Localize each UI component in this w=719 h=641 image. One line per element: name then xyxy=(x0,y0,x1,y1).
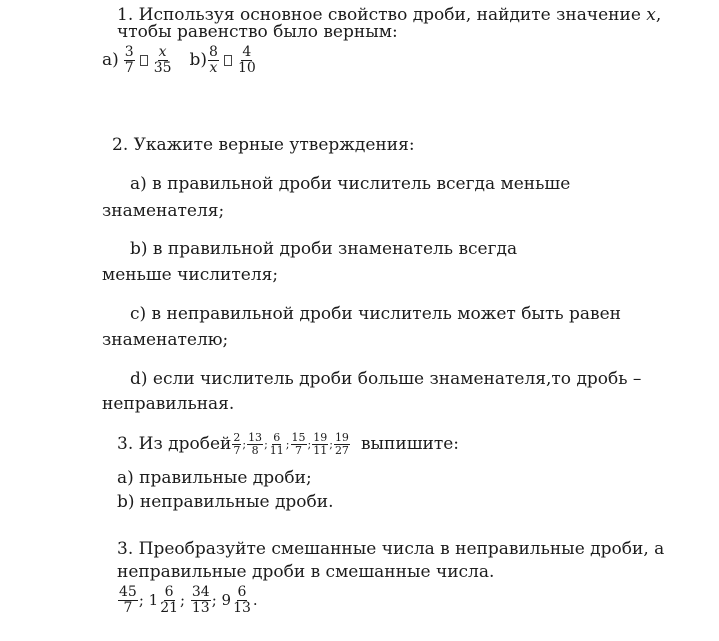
numerator: 3 xyxy=(124,44,134,60)
task3-b: b) неправильные дроби. xyxy=(117,492,334,512)
task4-items: $\frac{45}{7}$ ; 1 $\frac{6}{21}$ ; $\frac{34}{13}$ ; 9 $\frac{6}{13}$ . xyxy=(119,584,258,616)
fraction xyxy=(334,432,350,456)
fraction xyxy=(191,585,211,615)
denominator: 13 xyxy=(233,599,251,616)
numerator: 15 xyxy=(291,431,306,444)
task3-a: a) правильные дроби; xyxy=(117,468,312,488)
task4-line1: 3. Преобразуйте смешанные числа в неправильные дроби, а xyxy=(117,539,665,559)
task1-equations xyxy=(102,45,258,75)
denominator: 10 xyxy=(237,59,256,76)
task1-line2: чтобы равенство было верным: xyxy=(117,22,398,42)
denominator: 7 xyxy=(295,443,302,457)
denominator: x xyxy=(209,59,218,76)
denominator: 7 xyxy=(233,443,241,457)
task1-comma: , xyxy=(655,5,662,25)
numerator: 6 xyxy=(237,584,247,600)
missing-sign-box xyxy=(224,55,232,66)
fraction xyxy=(291,432,307,456)
fraction xyxy=(232,585,252,615)
denominator: 27 xyxy=(334,443,349,457)
denominator: 8 xyxy=(251,443,259,457)
numerator: 8 xyxy=(209,44,218,60)
numerator: 4 xyxy=(242,44,252,60)
task2-d-line1: d) если числитель дроби больше знаменателя,то дробь – xyxy=(130,369,642,389)
fraction xyxy=(237,45,257,75)
denominator: 35 xyxy=(153,59,172,76)
numerator: 34 xyxy=(191,584,210,600)
task3-line: 3. Из дробей $\frac{2}{7}$ ; $\frac{13}{8}$ ; $\frac{6}{11}$ ; $\frac{15}{7}$ ; $\frac{19}{11}$ ; $\frac{19}{27}$ выпишите: xyxy=(117,431,460,457)
task2-a-line1: a) в правильной дроби числитель всегда меньше xyxy=(130,174,571,194)
mixed-number xyxy=(149,585,180,615)
mixed-number xyxy=(222,585,253,615)
fraction xyxy=(118,585,138,615)
denominator: 7 xyxy=(124,59,134,76)
numerator: 2 xyxy=(233,431,241,444)
task1-text: 1. Используя основное свойство дроби, найдите значение xyxy=(117,5,647,25)
fraction xyxy=(247,432,263,456)
fraction xyxy=(159,585,179,615)
denominator: 11 xyxy=(269,443,284,457)
task3-suffix: выпишите: xyxy=(360,433,460,454)
numerator: 6 xyxy=(164,584,174,600)
task1-a-label: a) xyxy=(102,49,119,70)
fraction xyxy=(269,432,285,456)
task1-variable: x xyxy=(646,5,656,25)
whole-part: 9 xyxy=(221,590,232,609)
denominator: 11 xyxy=(313,443,328,457)
task1-b-label: b) xyxy=(189,49,208,70)
fraction xyxy=(208,45,219,75)
task2-b-line1: b) в правильной дроби знаменатель всегда xyxy=(130,239,518,259)
numerator: 45 xyxy=(119,584,137,600)
task4-line2: неправильные дроби в смешанные числа. xyxy=(117,562,495,582)
denominator: 21 xyxy=(160,599,179,616)
fraction xyxy=(124,45,135,75)
task3-prefix: 3. Из дробей xyxy=(117,433,232,454)
numerator: 19 xyxy=(313,431,328,444)
numerator: x xyxy=(158,44,167,60)
whole-part: 1 xyxy=(148,590,159,609)
fraction xyxy=(232,432,241,456)
denominator: 13 xyxy=(191,599,210,616)
task2-title: 2. Укажите верные утверждения: xyxy=(112,135,415,155)
task2-b-line2: меньше числителя; xyxy=(102,265,279,285)
fraction xyxy=(312,432,328,456)
denominator: 7 xyxy=(123,599,133,616)
task2-c-line2: знаменателю; xyxy=(102,330,229,350)
task2-d-line2: неправильная. xyxy=(102,394,235,414)
numerator: 19 xyxy=(334,431,349,444)
fraction xyxy=(153,45,173,75)
task2-a-line2: знаменателя; xyxy=(102,201,225,221)
numerator: 6 xyxy=(273,431,281,444)
missing-sign-box xyxy=(140,55,148,66)
task2-c-line1: c) в неправильной дроби числитель может быть равен xyxy=(130,304,621,324)
numerator: 13 xyxy=(248,431,263,444)
